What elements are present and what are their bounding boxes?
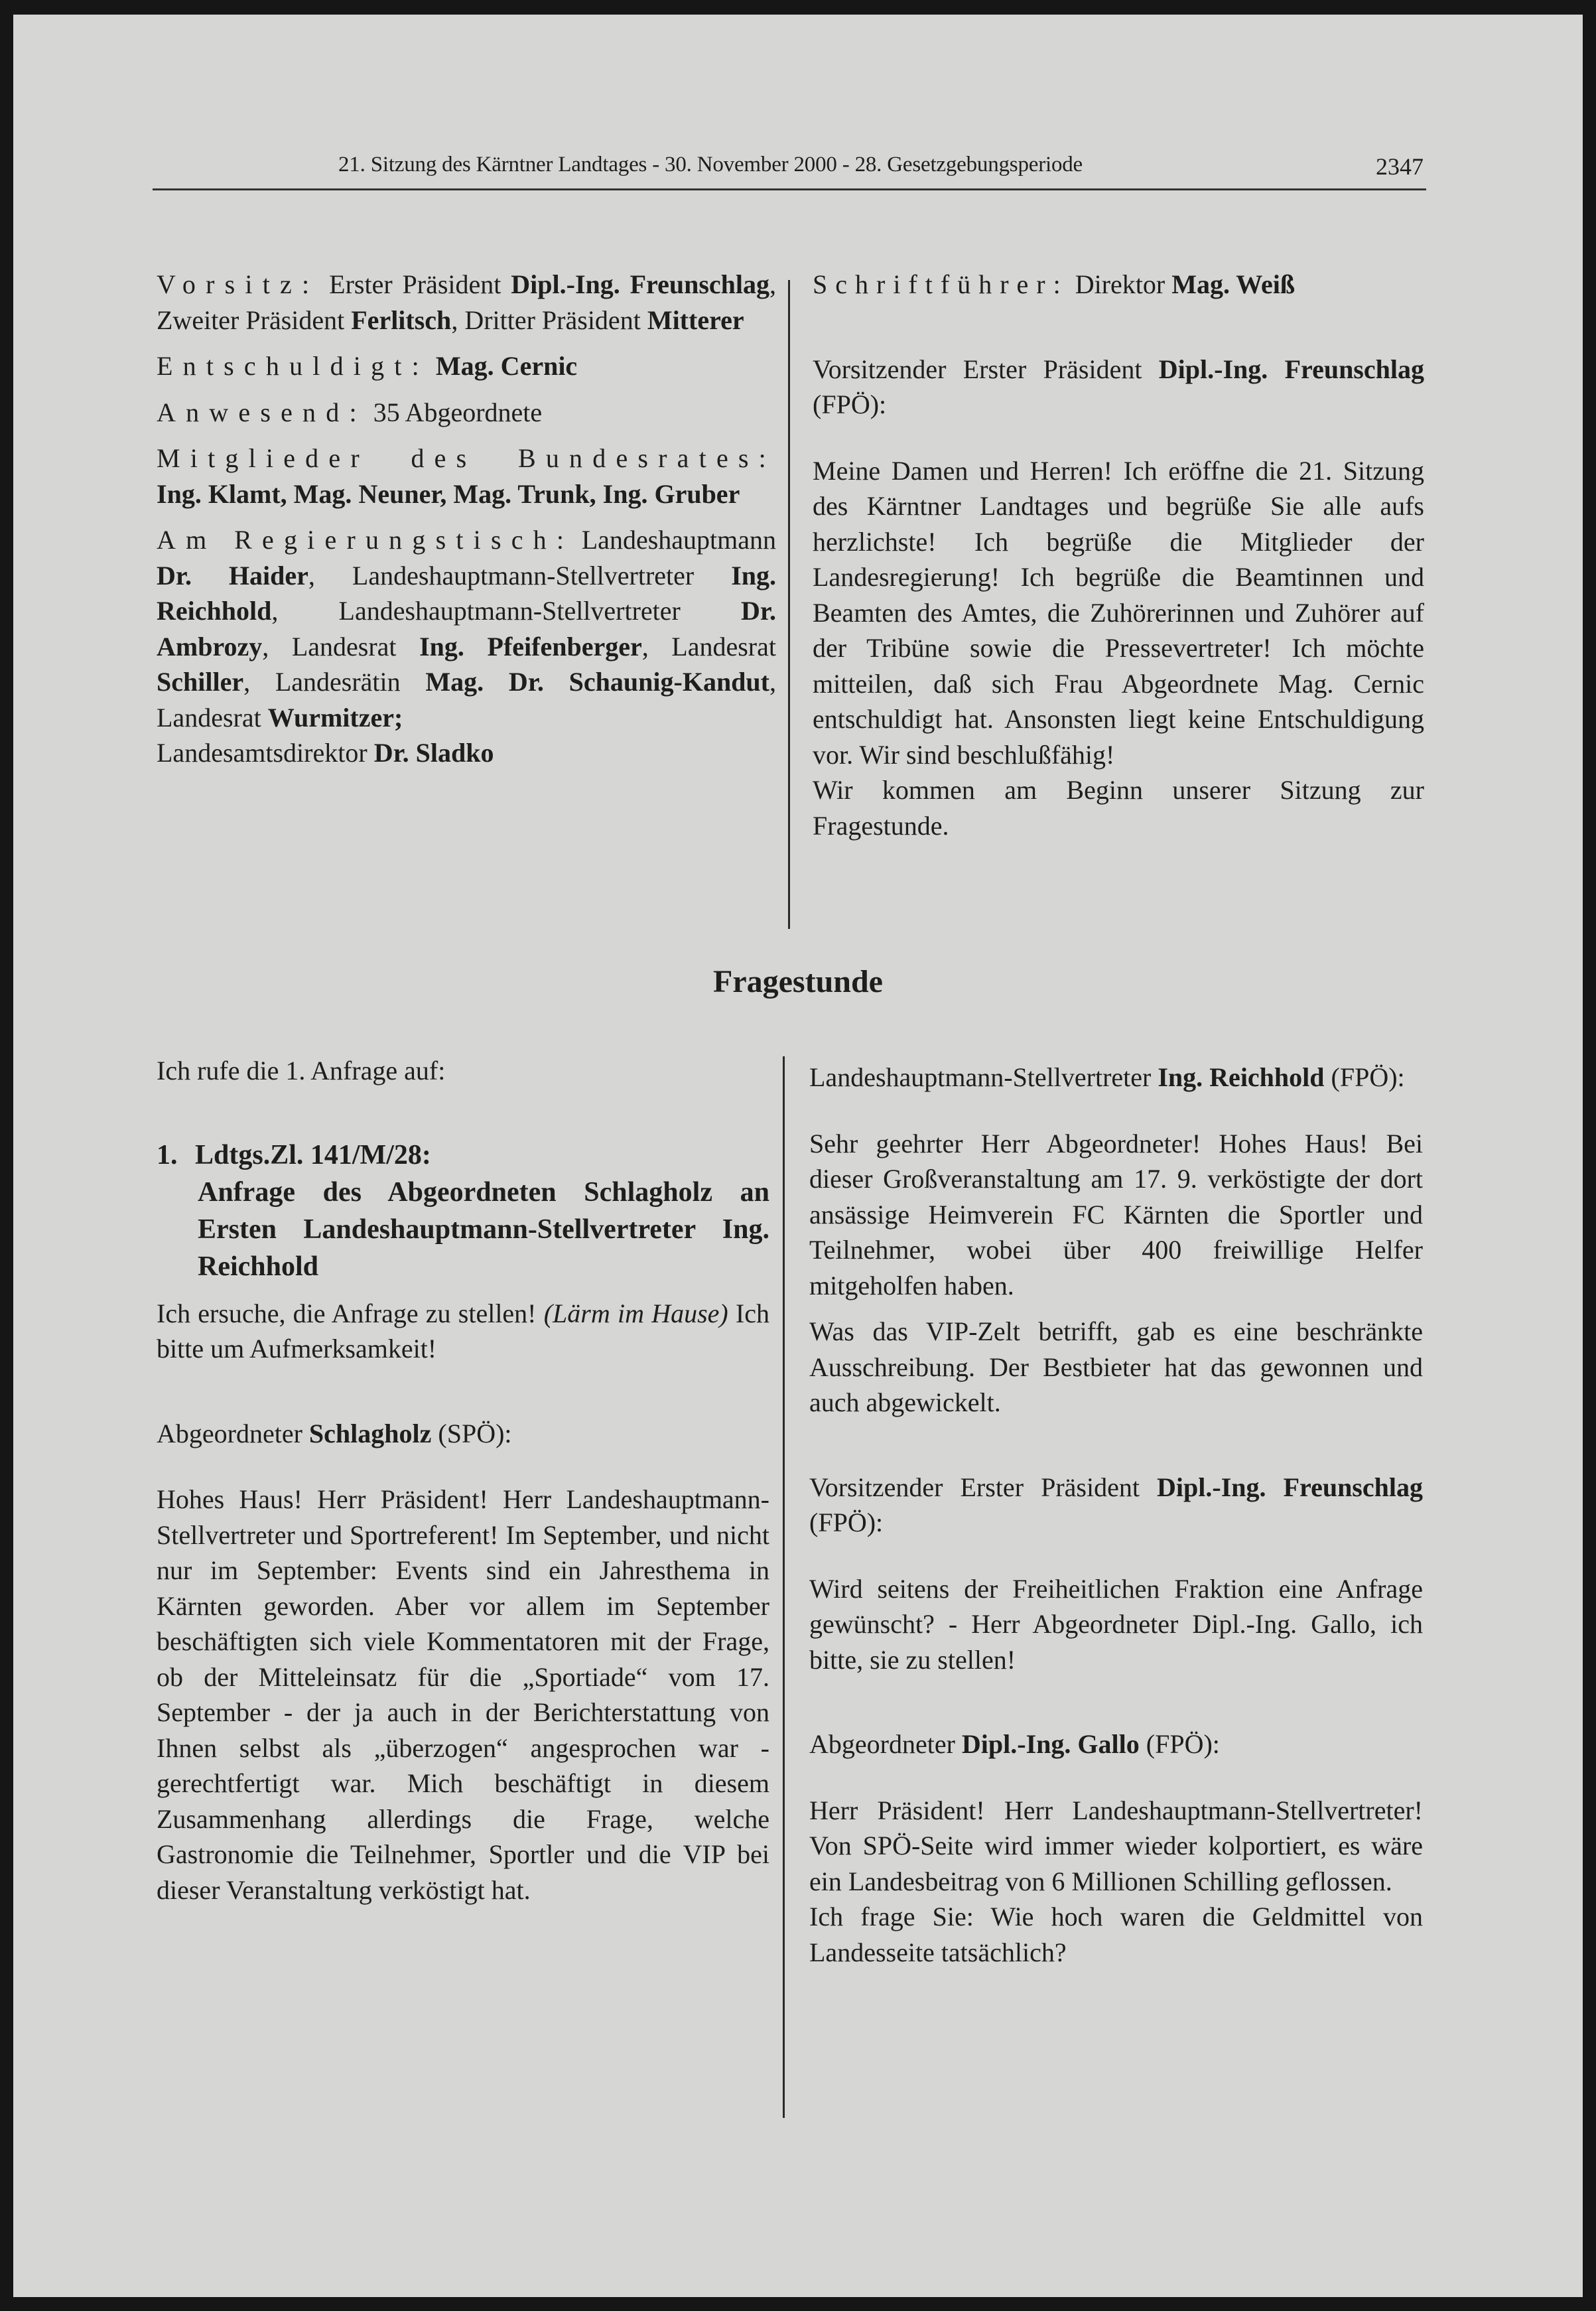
name: Mitterer — [647, 305, 744, 335]
name: Schiller — [157, 667, 244, 697]
speaker-name: Dipl.-Ing. Gallo — [961, 1729, 1140, 1759]
name: Mag. Weiß — [1171, 269, 1296, 299]
amtsdirektor-paragraph — [157, 735, 776, 771]
agenda-item-heading — [157, 1137, 769, 1174]
page-number: 2347 — [1376, 153, 1424, 180]
attendance-column — [157, 267, 776, 771]
text: , Dritter Präsident — [451, 305, 647, 335]
speech-paragraph: Wir kommen am Beginn unserer Sitzung zur Fragestunde. — [813, 775, 1424, 841]
question-column — [157, 1053, 769, 1908]
text: , Landesrätin — [243, 667, 426, 697]
bundesrat-paragraph — [157, 441, 776, 512]
answer-column — [809, 1060, 1423, 1970]
agenda-item-title: Anfrage des Abgeordneten Schlagholz an Ersten Landeshauptmann-Stellvertreter Ing. Reichhold — [198, 1176, 769, 1282]
speaker-name: Ing. Reichhold — [1158, 1062, 1325, 1092]
text: , Zweiter Präsident — [157, 269, 777, 335]
agenda-item-ref: Ldtgs.Zl. 141/M/28: — [195, 1139, 431, 1170]
text: Vorsitzender Erster Präsident — [813, 354, 1159, 384]
text: Vorsitzender Erster Präsident — [809, 1472, 1158, 1502]
speech-paragraph: Hohes Haus! Herr Präsident! Herr Landeshauptmann-Stellvertreter und Sportreferent! Im September, und nicht nur im September: Events sind ein Jahresthema in Kärnten geworden. Aber vor allem im September beschäftigten sich viele Kommentatoren mit der Frage, ob der Mitteleinsatz für die „Sportiade“ vom 17. September - der ja auch in der Berichterstattung von Ihnen selbst als „überzogen“ angesprochen war - gerechtfertigt war. Mich beschäftigt in diesem Zusammenhang allerdings die Frage, welche Gastronomie die Teilnehmer, Sportler und die VIP bei dieser Veranstaltung verköstigt hat. — [157, 1484, 769, 1905]
text: Abgeordneter — [157, 1418, 309, 1448]
text: (FPÖ): — [809, 1507, 884, 1537]
running-header: 21. Sitzung des Kärntner Landtages - 30. November 2000 - 28. Gesetzgebungsperiode — [338, 153, 1083, 176]
bundesrat-label: Mitglieder des Bundesrates: — [157, 443, 776, 473]
speaker-heading — [809, 1470, 1423, 1541]
request-paragraph — [157, 1296, 769, 1367]
name: Dr. Sladko — [373, 738, 494, 768]
speaker-heading — [809, 1060, 1423, 1095]
speech-paragraph: Meine Damen und Herren! Ich eröffne die 21. Sitzung des Kärntner Landtages und begrüße Sie alle aufs herzlichste! Ich begrüße die Mitglieder der Landesregierung! Ich begrüße die Beamtinnen und Beamten des Amtes, die Zuhörerinnen und Zuhörer auf der Tribüne sowie die Pressevertreter! Ich möchte mitteilen, daß sich Frau Abgeordnete Mag. Cernic entschuldigt hat. Ansonsten liegt keine Entschuldigung vor. Wir sind beschlußfähig! — [813, 455, 1424, 770]
speech-paragraph: Ich frage Sie: Wie hoch waren die Geldmittel von Landesseite tatsächlich? — [809, 1902, 1423, 1967]
column-divider-top — [788, 280, 790, 929]
schriftfuehrer-label: Schriftführer: — [813, 269, 1069, 299]
entschuldigt-label: Entschuldigt: — [157, 351, 429, 381]
name: Mag. Dr. Schaunig-Kandut — [425, 667, 769, 697]
name: Ing. Reichhold — [157, 560, 777, 626]
section-title: Fragestunde — [713, 964, 883, 999]
call-line: Ich rufe die 1. Anfrage auf: — [157, 1056, 446, 1085]
anwesend-value: 35 Abgeordnete — [366, 397, 543, 427]
agenda-item-number: 1. — [157, 1139, 178, 1170]
speech-paragraph: Was das VIP-Zelt betrifft, gab es eine beschränkte Ausschreibung. Der Bestbieter hat das gewonnen und auch abgewickelt. — [809, 1316, 1423, 1417]
schriftfuehrer-paragraph — [813, 267, 1424, 303]
anwesend-label: Anwesend: — [157, 397, 367, 427]
text: Landeshauptmann-Stellvertreter — [809, 1062, 1158, 1092]
text: (FPÖ): — [1324, 1062, 1405, 1092]
header-rule — [153, 188, 1426, 190]
text: (SPÖ): — [431, 1418, 512, 1448]
speaker-heading — [813, 352, 1424, 423]
text: , Landeshauptmann-Stellvertreter — [271, 596, 742, 626]
bundesrat-members: Ing. Klamt, Mag. Neuner, Mag. Trunk, Ing. Gruber — [157, 478, 740, 509]
speech-paragraph: Herr Präsident! Herr Landeshauptmann-Stellvertreter! Von SPÖ-Seite wird immer wieder kolportiert, es wäre ein Landesbeitrag von 6 Millionen Schilling geflossen. — [809, 1795, 1423, 1896]
name: Ing. Pfeifenberger — [419, 631, 642, 662]
page — [13, 15, 1583, 2297]
text: , Landesrat — [157, 667, 776, 733]
name: Dr. Ambrozy — [157, 596, 776, 662]
regierung-label: Am Regierungstisch: — [157, 525, 574, 555]
entschuldigt-paragraph — [157, 348, 776, 384]
name: Dr. Haider — [157, 560, 308, 591]
speaker-name: Dipl.-Ing. Freunschlag — [1158, 354, 1424, 384]
speaker-heading — [809, 1726, 1423, 1762]
text: , Landesrat — [262, 631, 420, 662]
text: Direktor — [1068, 269, 1172, 299]
speech-paragraph: Wird seitens der Freiheitlichen Fraktion eine Anfrage gewünscht? - Herr Abgeordneter Dipl.-Ing. Gallo, ich bitte, sie zu stellen! — [809, 1573, 1423, 1675]
name: Wurmitzer; — [267, 702, 403, 733]
name: Ferlitsch — [351, 305, 452, 335]
text: Landeshauptmann — [574, 525, 776, 555]
speech-paragraph: Sehr geehrter Herr Abgeordneter! Hohes Haus! Bei dieser Großveranstaltung am 17. 9. verköstigte der dort ansässige Heimverein FC Kärnten die Sportler und Teilnehmer, wobei über 400 freiwillige Helfer mitgeholfen haben. — [809, 1128, 1423, 1300]
speaker-name: Dipl.-Ing. Freunschlag — [1157, 1472, 1423, 1502]
text: , Landeshauptmann-Stellvertreter — [308, 560, 732, 591]
text: Landesamtsdirektor — [157, 738, 374, 768]
text: Abgeordneter — [809, 1729, 962, 1759]
text: Ich bitte um Aufmerksamkeit! — [157, 1298, 769, 1364]
speaker-name: Schlagholz — [308, 1418, 432, 1448]
vorsitz-paragraph — [157, 267, 776, 338]
vorsitz-label: Vorsitz: — [157, 269, 320, 299]
name: Mag. Cernic — [435, 351, 578, 381]
interjection: (Lärm im Hause) — [543, 1298, 728, 1328]
speaker-heading — [157, 1416, 769, 1452]
text: (FPÖ): — [1139, 1729, 1220, 1759]
name: Dipl.-Ing. Freunschlag — [511, 269, 770, 299]
text: Erster Präsident — [319, 269, 511, 299]
anwesend-paragraph — [157, 395, 776, 431]
regierung-paragraph — [157, 522, 776, 735]
text: Ich ersuche, die Anfrage zu stellen! — [157, 1298, 544, 1328]
column-divider-bottom — [783, 1056, 785, 2118]
opening-column — [813, 267, 1424, 843]
text: , Landesrat — [641, 631, 776, 662]
text: (FPÖ): — [813, 389, 887, 419]
